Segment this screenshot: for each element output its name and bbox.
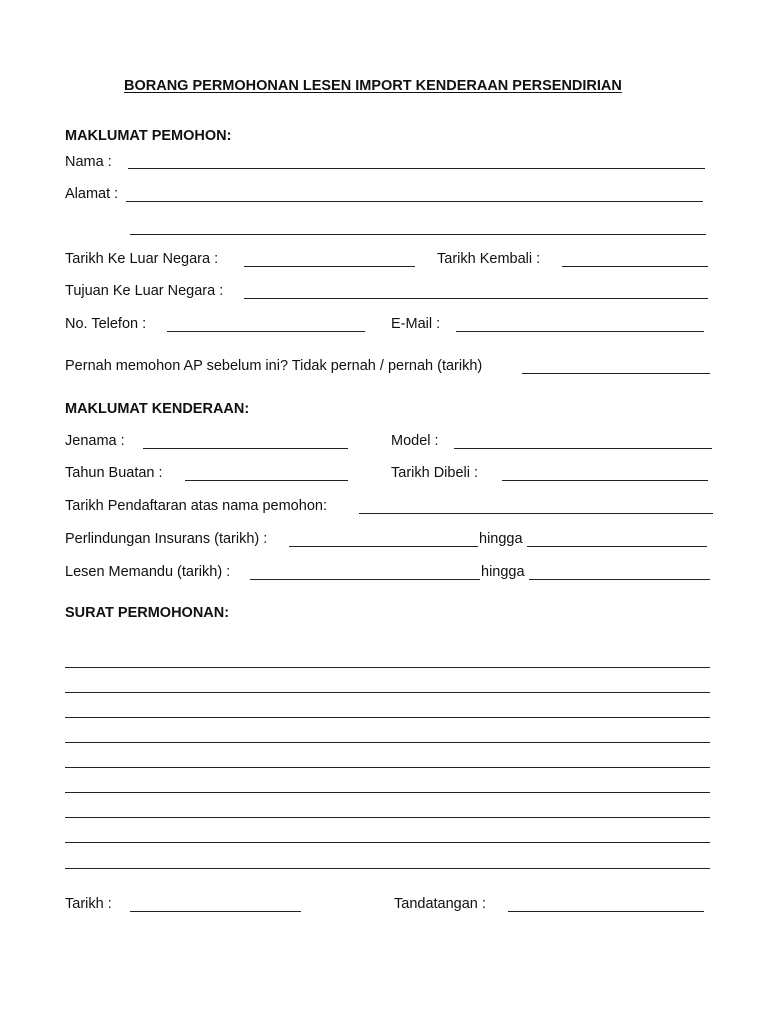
departure-date-field[interactable] [244,266,415,267]
purpose-label: Tujuan Ke Luar Negara : [65,283,224,299]
previous-ap-label: Pernah memohon AP sebelum ini? Tidak pernah / pernah (tarikh) [65,358,483,374]
return-date-field[interactable] [562,266,708,267]
email-field[interactable] [456,331,704,332]
letter-line[interactable] [65,767,710,768]
insurance-until-label: hingga [479,531,523,547]
letter-line[interactable] [65,817,710,818]
address-field-line-1[interactable] [126,201,703,202]
purchase-date-label: Tarikh Dibeli : [391,465,479,481]
name-label: Nama : [65,154,112,170]
signature-label: Tandatangan : [394,896,486,912]
year-label: Tahun Buatan : [65,465,163,481]
footer-date-field[interactable] [130,911,301,912]
letter-line[interactable] [65,792,710,793]
email-label: E-Mail : [391,316,441,332]
license-label: Lesen Memandu (tarikh) : [65,564,231,580]
letter-heading: SURAT PERMOHONAN: [65,605,230,621]
license-until-label: hingga [481,564,525,580]
purpose-field[interactable] [244,298,708,299]
letter-line[interactable] [65,868,710,869]
signature-field[interactable] [508,911,704,912]
name-field[interactable] [128,168,705,169]
license-from-field[interactable] [250,579,480,580]
license-to-field[interactable] [529,579,710,580]
year-field[interactable] [185,480,348,481]
letter-line[interactable] [65,717,710,718]
letter-line[interactable] [65,692,710,693]
letter-line[interactable] [65,842,710,843]
insurance-from-field[interactable] [289,546,478,547]
model-field[interactable] [454,448,712,449]
form-title: BORANG PERMOHONAN LESEN IMPORT KENDERAAN PERSENDIRIAN [124,78,622,94]
insurance-to-field[interactable] [527,546,707,547]
phone-field[interactable] [167,331,365,332]
return-date-label: Tarikh Kembali : [437,251,541,267]
address-field-line-2[interactable] [130,234,706,235]
applicant-heading: MAKLUMAT PEMOHON: [65,128,232,144]
insurance-label: Perlindungan Insurans (tarikh) : [65,531,268,547]
purchase-date-field[interactable] [502,480,708,481]
previous-ap-date-field[interactable] [522,373,710,374]
registration-label: Tarikh Pendaftaran atas nama pemohon: [65,498,327,514]
letter-line[interactable] [65,742,710,743]
brand-label: Jenama : [65,433,125,449]
brand-field[interactable] [143,448,348,449]
address-label: Alamat : [65,186,119,202]
footer-date-label: Tarikh : [65,896,112,912]
registration-date-field[interactable] [359,513,713,514]
departure-date-label: Tarikh Ke Luar Negara : [65,251,219,267]
vehicle-heading: MAKLUMAT KENDERAAN: [65,401,250,417]
letter-line[interactable] [65,667,710,668]
model-label: Model : [391,433,439,449]
phone-label: No. Telefon : [65,316,147,332]
